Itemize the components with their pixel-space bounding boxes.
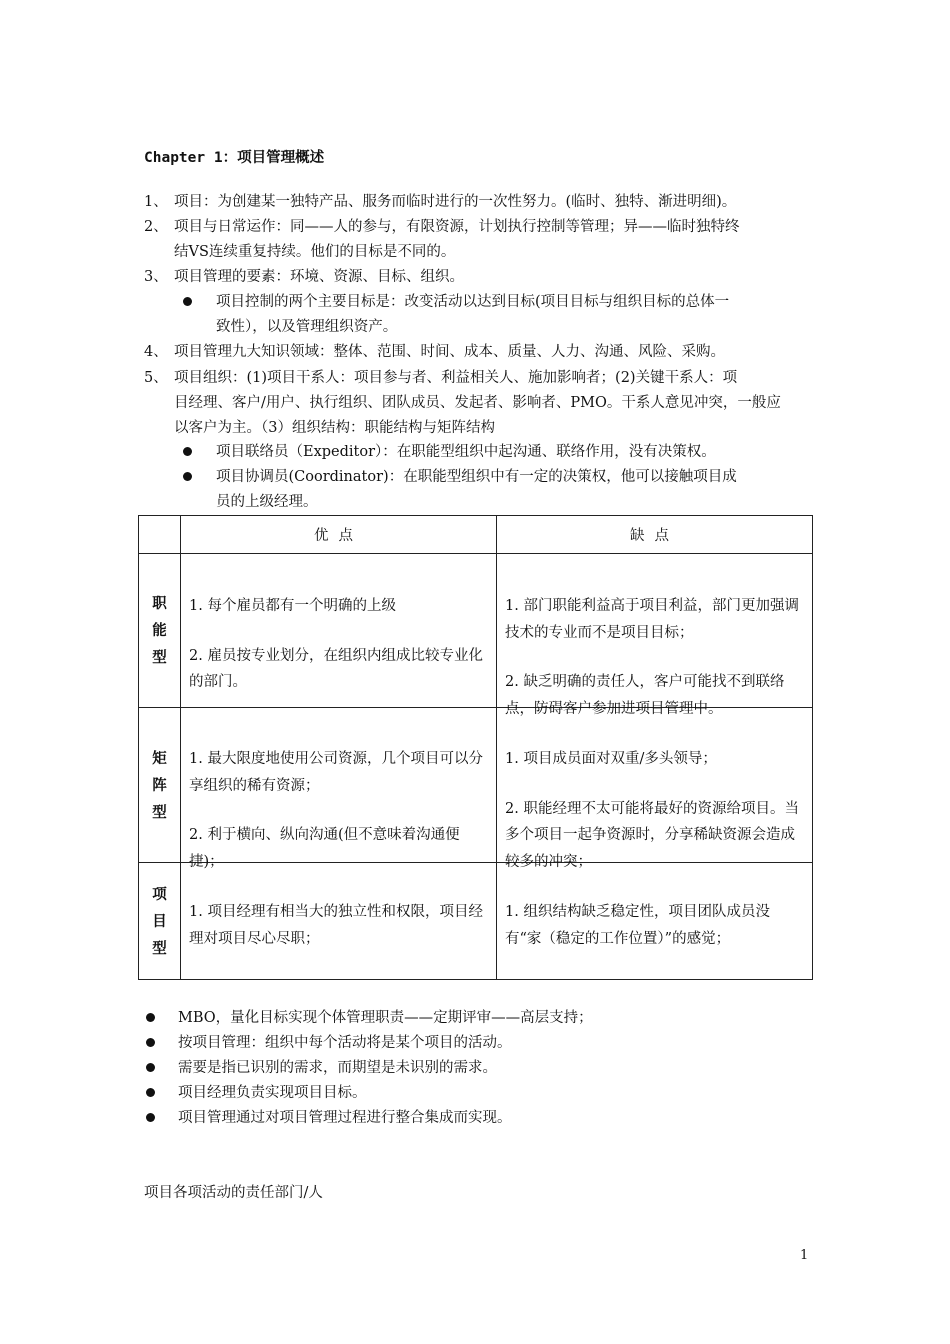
bullet-icon — [146, 1038, 155, 1047]
item-5-text-line2: 目经理、客户/用户、执行组织、团队成员、发起者、影响者、PMO。干系人意见冲突，一般应 — [174, 395, 781, 411]
item-1-text: 项目：为创建某一独特产品、服务而临时进行的一次性努力。(临时、独特、渐进明细)。 — [174, 194, 737, 210]
bullet-1-text-line2: 致性），以及管理组织资产。 — [216, 319, 398, 335]
item-4-number: 4、 — [144, 344, 168, 360]
pros-point: 1. 最大限度地使用公司资源，几个项目可以分享组织的稀有资源； — [189, 751, 483, 794]
bullet-icon — [146, 1113, 155, 1122]
summary-bullet-text: 按项目管理：组织中每个活动将是某个项目的活动。 — [178, 1035, 512, 1051]
bullet-icon — [146, 1063, 155, 1072]
summary-bullet-text: MBO，量化目标实现个体管理职责——定期评审——高层支持； — [178, 1010, 593, 1026]
item-1-number: 1、 — [144, 194, 168, 210]
cons-cell — [497, 554, 813, 717]
bullet-3-text-line2: 员的上级经理。 — [216, 494, 318, 510]
cons-point: 2. 职能经理不太可能将最好的资源给项目。当多个项目一起争资源时，分享稀缺资源会造成较多的冲突； — [505, 800, 799, 870]
row-label-matrix: 矩 阵 型 — [139, 708, 181, 863]
page-number: 1 — [800, 1248, 809, 1263]
pros-cell — [181, 863, 497, 980]
item-2-number: 2、 — [144, 219, 168, 235]
table-header-empty — [139, 516, 181, 554]
item-2-text-line2: 结VS连续重复持续。他们的目标是不同的。 — [174, 244, 456, 260]
table-row — [139, 554, 813, 708]
section-heading: 项目各项活动的责任部门/人 — [144, 1185, 323, 1201]
cons-point: 1. 部门职能利益高于项目利益，部门更加强调技术的专业而不是项目目标； — [505, 598, 799, 641]
pros-point: 2. 利于横向、纵向沟通(但不意味着沟通便捷)； — [189, 827, 460, 870]
item-3-number: 3、 — [144, 269, 168, 285]
item-4-text: 项目管理九大知识领域：整体、范围、时间、成本、质量、人力、沟通、风险、采购。 — [174, 344, 725, 360]
cons-cell — [497, 708, 813, 870]
bullet-1-text-line1: 项目控制的两个主要目标是：改变活动以达到目标(项目目标与组织目标的总体一 — [216, 294, 730, 310]
cons-point: 2. 缺乏明确的责任人，客户可能找不到联络点，防碍客户参加进项目管理中。 — [505, 674, 785, 717]
pros-point: 1. 每个雇员都有一个明确的上级 — [189, 598, 396, 614]
table-header-row — [139, 516, 813, 554]
pros-point: 2. 雇员按专业划分，在组织内组成比较专业化的部门。 — [189, 647, 483, 690]
table-row — [139, 708, 813, 863]
summary-bullet-text: 需要是指已识别的需求，而期望是未识别的需求。 — [178, 1060, 497, 1076]
cons-point: 1. 组织结构缺乏稳定性，项目团队成员没有“家（稳定的工作位置）”的感觉； — [505, 904, 770, 947]
bullet-icon — [183, 472, 192, 481]
pros-cell — [181, 708, 497, 870]
chapter-title: Chapter 1：项目管理概述 — [144, 150, 325, 166]
pros-point: 1. 项目经理有相当大的独立性和权限，项目经理对项目尽心尽职； — [189, 904, 483, 947]
cons-cell — [497, 863, 813, 980]
bullet-2-text: 项目联络员（Expeditor）：在职能型组织中起沟通、联络作用，没有决策权。 — [216, 444, 716, 460]
bullet-3-text-line1: 项目协调员(Coordinator)：在职能型组织中有一定的决策权，他可以接触项目成 — [216, 469, 737, 485]
pros-cell — [181, 554, 497, 708]
row-label-projectized: 项 目 型 — [139, 863, 181, 980]
table-row — [139, 863, 813, 980]
row-label-functional: 职 能 型 — [139, 554, 181, 708]
bullet-icon — [183, 447, 192, 456]
cons-point: 1. 项目成员面对双重/多头领导； — [505, 751, 717, 767]
item-5-number: 5、 — [144, 370, 168, 386]
item-5-text-line1: 项目组织：(1)项目干系人：项目参与者、利益相关人、施加影响者；(2)关键干系人：项 — [174, 370, 738, 386]
item-5-text-line3: 以客户为主。（3）组织结构：职能结构与矩阵结构 — [174, 420, 495, 436]
bullet-icon — [146, 1013, 155, 1022]
summary-bullet-text: 项目管理通过对项目管理过程进行整合集成而实现。 — [178, 1110, 512, 1126]
org-structure-comparison-table — [138, 515, 813, 980]
bullet-icon — [183, 297, 192, 306]
item-3-text: 项目管理的要素：环境、资源、目标、组织。 — [174, 269, 464, 285]
item-2-text-line1: 项目与日常运作：同——人的参与，有限资源，计划执行控制等管理；异——临时独特终 — [174, 219, 740, 235]
bullet-icon — [146, 1088, 155, 1097]
table-header-pros: 优点 — [181, 516, 497, 554]
summary-bullet-text: 项目经理负责实现项目目标。 — [178, 1085, 367, 1101]
table-header-cons: 缺点 — [497, 516, 813, 554]
